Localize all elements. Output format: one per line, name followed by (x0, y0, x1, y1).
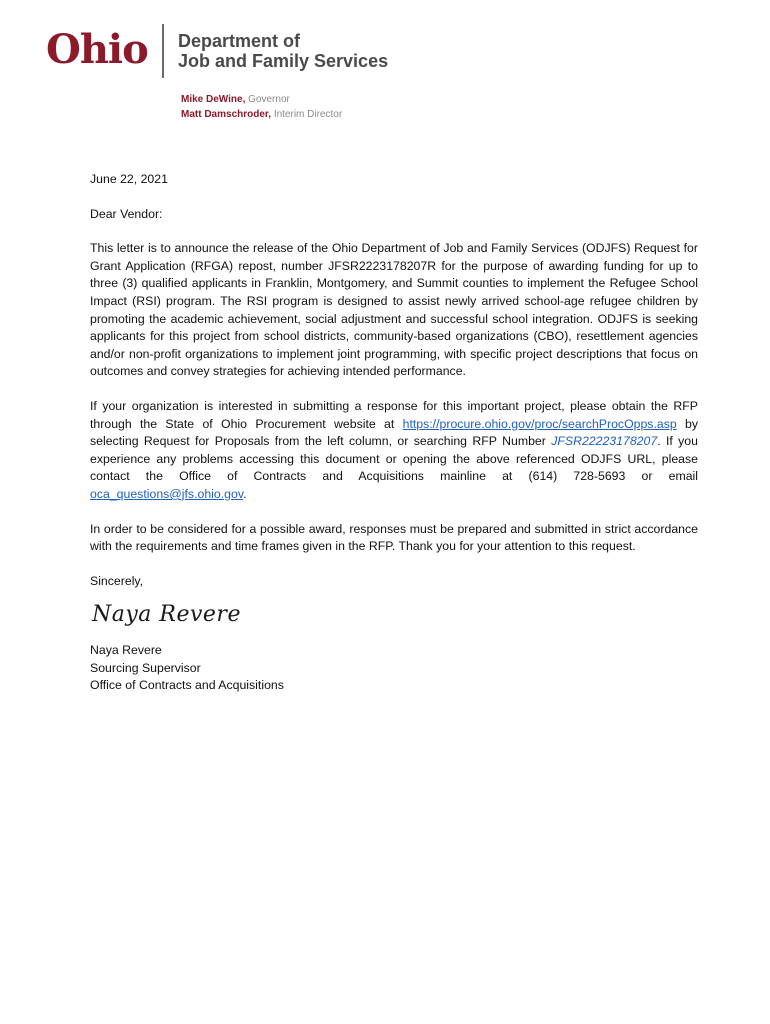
rfp-number: JFSR22223178207 (551, 434, 658, 449)
officials-block (181, 92, 342, 122)
governor-title: Governor (248, 94, 290, 105)
para2-text-a: If your organization is interested in submitting a response for this important project, please obtain the RFP through the State of Ohio Procurement website at (90, 398, 698, 431)
ohio-logo: Ohio (46, 26, 148, 73)
letter-date: June 22, 2021 (90, 172, 168, 186)
email-link[interactable]: oca_questions@jfs.ohio.gov (90, 486, 244, 501)
signature-block (90, 642, 698, 695)
dept-line-1: Department of (178, 31, 301, 51)
signer-title: Sourcing Supervisor (90, 660, 201, 675)
closing: Sincerely, (90, 573, 144, 588)
para2-text-d: . (243, 486, 247, 501)
governor-line (181, 92, 342, 107)
letter-body (90, 171, 698, 695)
director-name: Matt Damschroder, (181, 109, 272, 120)
governor-name: Mike DeWine, (181, 94, 246, 105)
logo-divider (162, 24, 164, 78)
director-line (181, 107, 342, 122)
signer-office: Office of Contracts and Acquisitions (90, 678, 284, 693)
director-title: Interim Director (273, 109, 343, 120)
paragraph-requirements: In order to be considered for a possible award, responses must be prepared and submitted in strict accordance with the requirements and time frames given in the RFP. Thank you for your attention to this request. (90, 521, 698, 554)
procurement-link[interactable]: https://procure.ohio.gov/proc/searchProcOpps.asp (402, 416, 677, 431)
para2-text-b: by selecting Request for Proposals from the left column, or searching RFP Number (90, 416, 699, 449)
handwritten-signature: Naya Revere (92, 602, 241, 628)
para2-text-c: . If you experience any problems accessing this document or opening the above referenced ODJFS URL, please contact the Office of Contracts and Acquisitions mainline at (614) 728-5693 or email (90, 434, 698, 484)
paragraph-instructions (90, 398, 698, 504)
department-name (178, 31, 388, 71)
signer-name: Naya Revere (90, 643, 162, 658)
salutation: Dear Vendor: (90, 206, 163, 221)
dept-line-2: Job and Family Services (178, 51, 389, 71)
paragraph-announcement: This letter is to announce the release of the Ohio Department of Job and Family Services (ODJFS) Request for Grant Application (RFGA) repost, number JFSR2223178207R for the purpose of awarding funding for up to three (3) qualified applicants in Franklin, Montgomery, and Summit counties to implement the Refugee School Impact (RSI) program. The RSI program is designed to assist newly arrived school-age refugee children by promoting the academic achievement, social adjustment and successful school integration. ODJFS is seeking applicants for this project from school districts, community-based organizations (CBO), resettlement agencies and/or non-profit organizations to implement joint programming, with specific project descriptions that focus on outcomes and convey strategies for achieving intended performance. (90, 241, 698, 379)
